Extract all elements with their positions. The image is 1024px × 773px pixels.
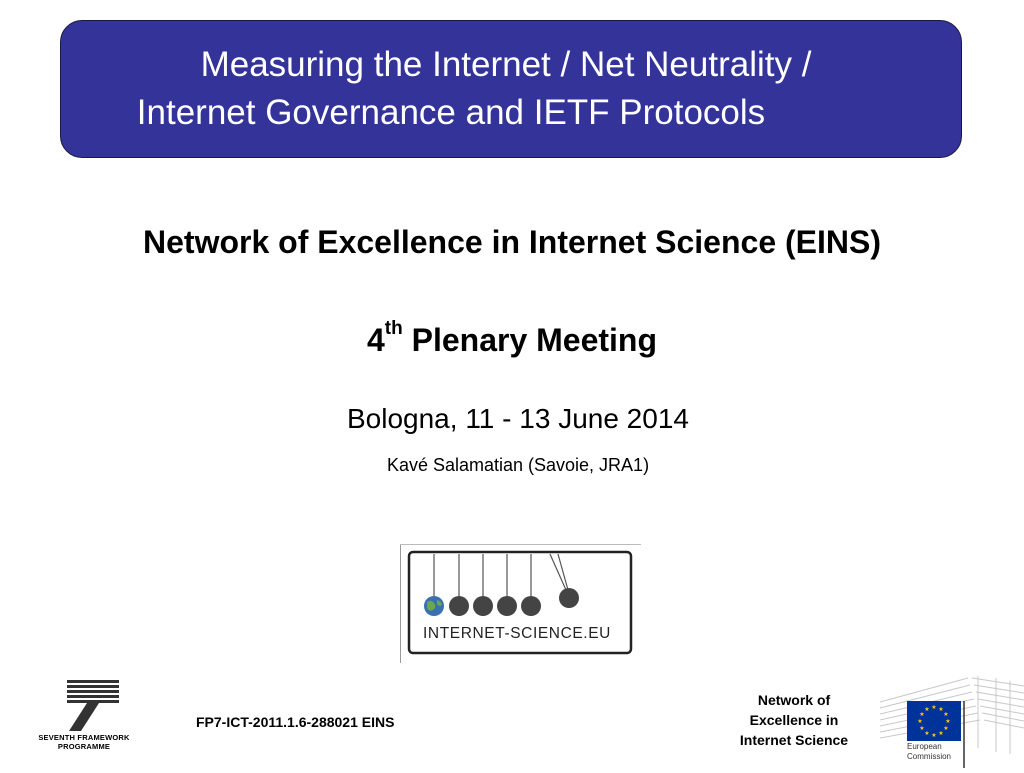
plenary-text: Plenary Meeting — [411, 322, 658, 358]
svg-text:★: ★ — [919, 711, 925, 718]
grant-id: FP7-ICT-2011.1.6-288021 EINS — [196, 714, 395, 730]
svg-text:★: ★ — [938, 706, 944, 713]
svg-text:★: ★ — [943, 725, 949, 732]
meeting-location: Bologna, 11 - 13 June 2014 — [347, 403, 689, 434]
svg-text:★: ★ — [924, 706, 930, 713]
svg-text:★: ★ — [943, 711, 949, 718]
svg-text:★: ★ — [924, 730, 930, 737]
slide-title-line-1: Measuring the Internet / Net Neutrality / — [200, 45, 812, 84]
plenary-number: 4 — [366, 322, 385, 358]
fp7-caption — [25, 733, 143, 751]
noe-line-1: Network of — [757, 692, 831, 708]
logo-text: INTERNET-SCIENCE.EU — [423, 625, 611, 642]
author-line: Kavé Salamatian (Savoie, JRA1) — [386, 455, 650, 475]
svg-text:★: ★ — [931, 704, 937, 711]
ec-caption — [907, 742, 951, 762]
fp7-caption-line-1: SEVENTH FRAMEWORK — [38, 733, 130, 742]
internet-science-logo — [400, 544, 641, 663]
project-subtitle: Network of Excellence in Internet Science (EINS) — [143, 224, 881, 260]
svg-text:★: ★ — [945, 718, 951, 725]
svg-text:★: ★ — [938, 730, 944, 737]
svg-text:★: ★ — [919, 725, 925, 732]
slide-title-line-2: Internet Governance and IETF Protocols — [136, 93, 766, 132]
title-box — [60, 20, 962, 158]
svg-text:★: ★ — [917, 718, 923, 725]
noe-label — [720, 690, 868, 750]
newtons-cradle-icon — [400, 544, 641, 663]
noe-line-2: Excellence in — [749, 712, 839, 728]
ec-caption-line-2: Commission — [907, 752, 952, 761]
plenary-heading — [0, 318, 1024, 359]
plenary-suffix: th — [384, 318, 403, 339]
noe-line-3: Internet Science — [739, 732, 849, 748]
fp7-caption-line-2: PROGRAMME — [57, 742, 111, 751]
ec-caption-line-1: European — [907, 742, 942, 751]
svg-text:★: ★ — [931, 732, 937, 739]
seventh-framework-icon — [25, 677, 143, 733]
